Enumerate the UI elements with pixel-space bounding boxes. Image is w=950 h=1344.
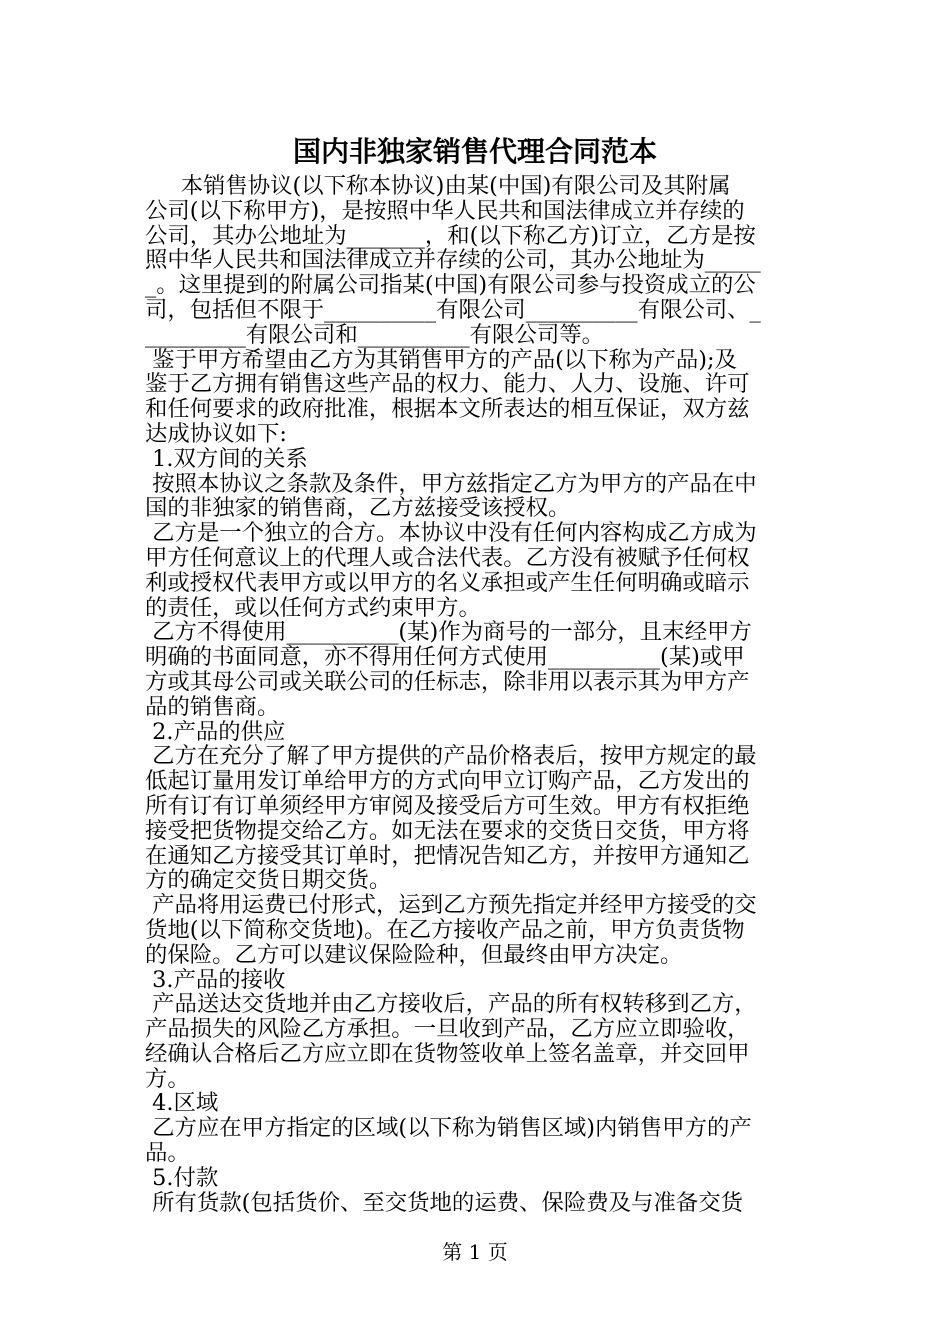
text-line: 国的非独家的销售商，乙方兹接受该授权。	[145, 495, 571, 522]
document-body	[145, 174, 815, 1215]
text-line: 乙方是一个独立的合方。本协议中没有任何内容构成乙方成为	[145, 520, 757, 547]
text-line: 司，包括但不限于__________有限公司__________有限公司、_	[145, 296, 761, 323]
text-line: 方或其母公司或关联公司的任标志，除非用以表示其为甲方产	[145, 668, 750, 695]
text-line: 品。	[145, 1140, 190, 1167]
page-footer: 第 1 页	[442, 1240, 508, 1264]
text-line: 甲方任何意议上的代理人或合法代表。乙方没有被赋予任何权	[145, 544, 750, 571]
text-line: _。这里提到的附属公司指某(中国)有限公司参与投资成立的公	[145, 272, 756, 299]
text-line: 的责任，或以任何方式约束甲方。	[145, 594, 481, 621]
text-line: 货地(以下简称交货地)。在乙方接收产品之前，甲方负责货物	[145, 916, 745, 943]
text-line: 公司(以下称甲方)，是按照中华人民共和国法律成立并存续的	[145, 197, 745, 224]
text-line: 照中华人民共和国法律成立并存续的公司，其办公地址为_____	[145, 247, 761, 274]
text-line: 1.双方间的关系	[145, 445, 308, 472]
text-line: _________有限公司和__________有限公司等。	[145, 321, 605, 348]
text-line: 在通知乙方接受其订单时，把情况告知乙方，并按甲方通知乙	[145, 842, 750, 869]
text-line: 明确的书面同意，亦不得用任何方式使用__________(某)或甲	[145, 644, 745, 671]
text-line: 方的确定交货日期交货。	[145, 867, 392, 894]
text-line: 乙方在充分了解了甲方提供的产品价格表后，按甲方规定的最	[145, 743, 757, 770]
text-line: 按照本协议之条款及条件，甲方兹指定乙方为甲方的产品在中	[145, 470, 757, 497]
text-line: 和任何要求的政府批准，根据本文所表达的相互保证，双方兹	[145, 396, 750, 423]
text-line: 品的销售商。	[145, 693, 280, 720]
text-line: 2.产品的供应	[145, 718, 286, 745]
text-line: 4.区域	[145, 1090, 219, 1117]
text-line: 3.产品的接收	[145, 966, 286, 993]
text-line: 接受把货物提交给乙方。如无法在要求的交货日交货，甲方将	[145, 817, 750, 844]
text-line: 经确认合格后乙方应立即在货物签收单上签名盖章，并交回甲	[145, 1040, 750, 1067]
text-line: 低起订量用发订单给甲方的方式向甲立订购产品，乙方发出的	[145, 768, 750, 795]
text-line: 5.付款	[145, 1164, 219, 1191]
text-line: 方。	[145, 1065, 190, 1092]
text-line: 利或授权代表甲方或以甲方的名义承担或产生任何明确或暗示	[145, 569, 750, 596]
text-line: 鉴于乙方拥有销售这些产品的权力、能力、人力、设施、许可	[145, 371, 750, 398]
text-line: 产品损失的风险乙方承担。一旦收到产品，乙方应立即验收，	[145, 1016, 750, 1043]
text-line: 乙方不得使用__________(某)作为商号的一部分，且末经甲方	[145, 619, 752, 646]
document-title: 国内非独家销售代理合同范本	[292, 135, 657, 168]
text-line: 达成协议如下:	[145, 420, 287, 447]
text-line: 产品送达交货地并由乙方接收后，产品的所有权转移到乙方，	[145, 991, 757, 1018]
text-line: 的保险。乙方可以建议保险险种，但最终由甲方决定。	[145, 941, 683, 968]
text-line: 本销售协议(以下称本协议)由某(中国)有限公司及其附属	[145, 173, 731, 199]
text-line: 鉴于甲方希望由乙方为其销售甲方的产品(以下称为产品);及	[145, 346, 737, 373]
text-line: 产品将用运费已付形式，运到乙方预先指定并经甲方接受的交	[145, 892, 757, 919]
text-line: 乙方应在甲方指定的区域(以下称为销售区域)内销售甲方的产	[145, 1115, 752, 1142]
text-line: 公司，其办公地址为_______，和(以下称乙方)订立，乙方是按	[145, 222, 756, 249]
text-line: 所有货款(包括货价、至交货地的运费、保险费及与准备交货	[145, 1189, 744, 1216]
text-line: 所有订有订单须经甲方审阅及接受后方可生效。甲方有权拒绝	[145, 792, 750, 819]
